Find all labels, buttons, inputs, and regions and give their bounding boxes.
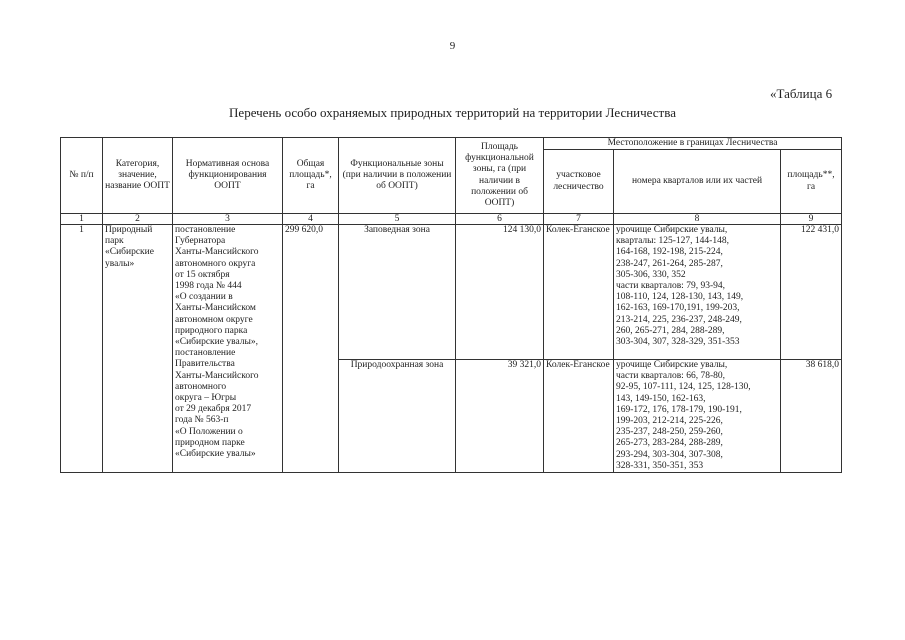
zone-name: Заповедная зона <box>339 225 456 360</box>
location-area: 38 618,0 <box>781 360 842 473</box>
header-quarters: номера кварталов или их частей <box>614 150 781 214</box>
header-location-group: Местоположение в границах Лесничества <box>544 138 842 150</box>
column-number: 3 <box>173 214 283 225</box>
column-number: 5 <box>339 214 456 225</box>
header-area: площадь**, га <box>781 150 842 214</box>
document-title: Перечень особо охраняемых природных территорий на территории Лесничества <box>229 105 676 120</box>
table-row <box>61 225 842 360</box>
column-number: 8 <box>614 214 781 225</box>
legal-basis: постановление Губернатора Ханты-Мансийского автономного округа от 15 октября 1998 года № 444 «О создании в Ханты-Мансийском автономном округе природного парка «Сибирские увалы», постановление Правительства Ханты-Мансийского автономного округа – Югры от 29 декабря 2017 года № 563-п «О Положении о природном парке «Сибирские увалы» <box>173 225 283 473</box>
total-area: 299 620,0 <box>283 225 339 473</box>
oopt-category: Природный парк «Сибирские увалы» <box>103 225 173 473</box>
zone-area: 124 130,0 <box>456 225 544 360</box>
column-number: 1 <box>61 214 103 225</box>
column-number: 9 <box>781 214 842 225</box>
quarters-list: урочище Сибирские увалы, части кварталов: 66, 78-80, 92-95, 107-111, 124, 125, 128-130, 143, 149-150, 162-163, 169-172, 176, 178-179, 190-191, 199-203, 212-214, 225-226, 235-237, 248-250, 259-260, 265-273, 283-284, 288-289, 293-294, 303-304, 307-308, 328-331, 350-351, 353 <box>614 360 781 473</box>
header-district: участковое лесничество <box>544 150 614 214</box>
column-number-row <box>61 214 842 225</box>
column-number: 6 <box>456 214 544 225</box>
district-forestry: Колек-Еганское <box>544 225 614 360</box>
oopt-table <box>60 137 842 473</box>
header-zones: Функциональные зоны (при наличии в положении об ООПТ) <box>339 138 456 214</box>
header-category: Категория, значение, название ООПТ <box>103 138 173 214</box>
column-number: 2 <box>103 214 173 225</box>
column-number: 7 <box>544 214 614 225</box>
header-total-area: Общая площадь*, га <box>283 138 339 214</box>
header-legal-basis: Нормативная основа функционирования ООПТ <box>173 138 283 214</box>
header-zone-area: Площадь функциональной зоны, га (при наличии в положении об ООПТ) <box>456 138 544 214</box>
district-forestry: Колек-Еганское <box>544 360 614 473</box>
zone-area: 39 321,0 <box>456 360 544 473</box>
table-label: «Таблица 6 <box>770 86 833 101</box>
location-area: 122 431,0 <box>781 225 842 360</box>
header-num: № п/п <box>61 138 103 214</box>
row-num: 1 <box>61 225 103 473</box>
zone-name: Природоохранная зона <box>339 360 456 473</box>
quarters-list: урочище Сибирские увалы, кварталы: 125-127, 144-148, 164-168, 192-198, 215-224, 238-247, 261-264, 285-287, 305-306, 330, 352 части кварталов: 79, 93-94, 108-110, 124, 128-130, 143, 149, 162-163, 169-170,191, 199-203, 213-214, 225, 236-237, 248-249, 260, 265-271, 284, 288-289, 303-304, 307, 328-329, 351-353 <box>614 225 781 360</box>
column-number: 4 <box>283 214 339 225</box>
page-number: 9 <box>449 40 456 52</box>
